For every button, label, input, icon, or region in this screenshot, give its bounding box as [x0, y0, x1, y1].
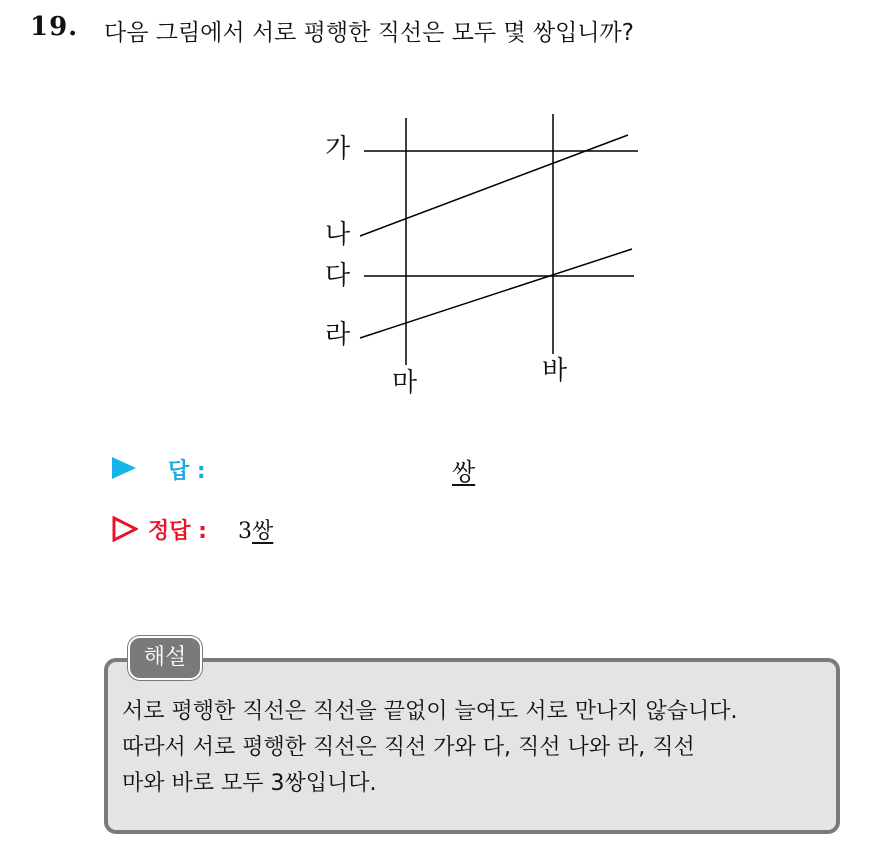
question-text: 다음 그림에서 서로 평행한 직선은 모두 몇 쌍입니까? [104, 20, 634, 46]
line-na [360, 135, 628, 236]
label-ra: 라 [325, 320, 351, 350]
answer-row [108, 452, 608, 486]
parallel-lines-figure [300, 100, 660, 410]
label-na: 나 [325, 220, 351, 250]
label-da: 다 [325, 261, 351, 291]
correct-answer-row [108, 512, 608, 546]
play-triangle-icon [112, 457, 136, 479]
explanation-line: 서로 평행한 직선은 직선을 끝없이 늘여도 서로 만나지 않습니다. [122, 699, 738, 724]
outline-triangle-icon [112, 516, 138, 542]
question-number: 19. [30, 12, 79, 42]
correct-number: 3 [238, 519, 252, 544]
explanation-text [122, 694, 832, 802]
explanation-tab: 해설 [128, 636, 202, 680]
line-ra [360, 249, 632, 338]
label-ga: 가 [325, 134, 351, 164]
label-ma: 마 [392, 368, 418, 398]
correct-unit: 쌍 [252, 519, 274, 544]
correct-value [238, 514, 273, 545]
answer-unit: 쌍 [452, 458, 476, 486]
label-ba: 바 [542, 356, 568, 386]
lines-drawing [300, 100, 660, 410]
explanation-line: 따라서 서로 평행한 직선은 직선 가와 다, 직선 나와 라, 직선 [122, 735, 695, 760]
explanation-line: 마와 바로 모두 3쌍입니다. [122, 771, 377, 796]
correct-label: 정답 : [148, 519, 207, 544]
answer-label: 답 : [168, 459, 206, 484]
